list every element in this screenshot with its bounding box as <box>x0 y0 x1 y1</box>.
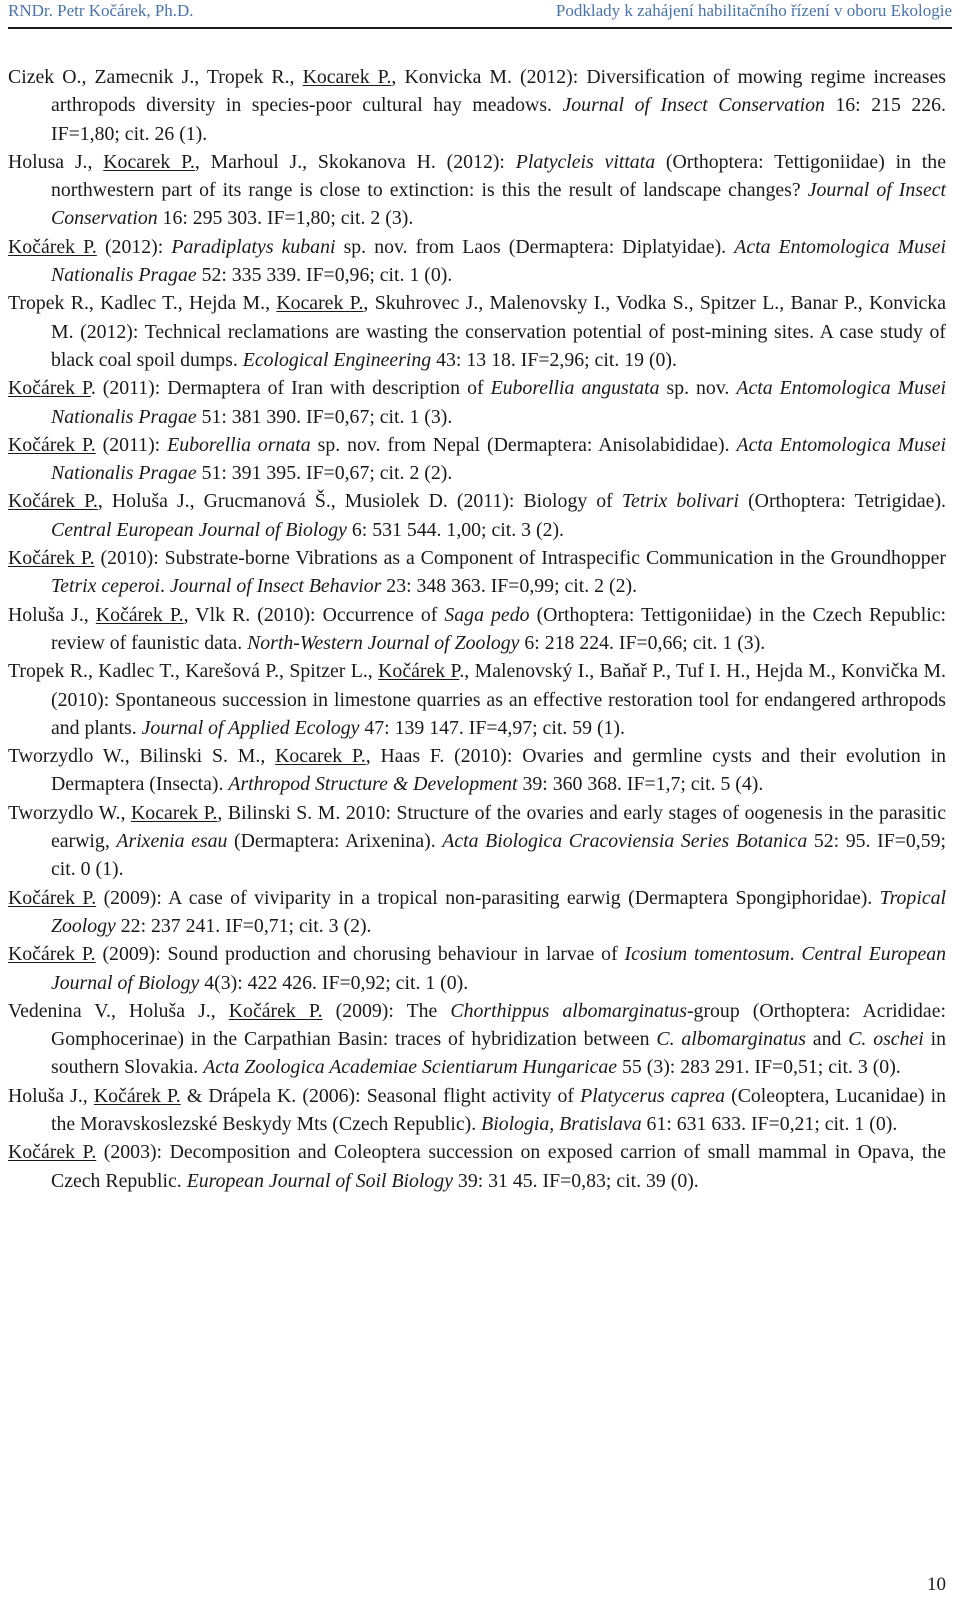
reference-italic-text: Euborellia angustata <box>490 377 660 400</box>
reference-text: (2009): The <box>322 999 451 1022</box>
reference-text: Holusa J., <box>8 150 104 173</box>
reference-text: . <box>789 943 802 966</box>
reference-author-highlight: Kočárek P. <box>8 235 97 258</box>
reference-author-highlight: Kocarek P. <box>275 745 366 768</box>
reference-text: Cizek O., Zamecnik J., Tropek R., <box>8 66 303 88</box>
reference-italic-text: Saga pedo <box>444 603 530 626</box>
reference-text: , Vlk R. (2010): Occurrence of <box>183 603 445 626</box>
reference-italic-text: Icosium tomentosum <box>624 943 790 966</box>
reference-text: 4(3): 422 426. IF=0,92; cit. 1 (0). <box>199 971 469 994</box>
reference-italic-text: Acta Biologica Cracoviensia Series Botanica <box>442 830 808 853</box>
reference-text: , Konvicka M. (2012): Diversification of mowing regime increases arthropods diversity in species-poor cultural hay meadows. <box>51 66 946 117</box>
reference-entry <box>8 148 946 233</box>
reference-text: , Bilinski S. M. 2010: Structure of the ovaries and early stages of oogenesis in the parasitic earwig, <box>51 801 946 853</box>
reference-author-highlight: Kočárek P. <box>8 886 97 909</box>
reference-italic-text: Chorthippus albomarginatus <box>450 999 687 1022</box>
reference-entry <box>8 742 946 799</box>
header-title: Podklady k zahájení habilitačního řízení v oboru Ekologie <box>555 1 952 20</box>
page-header <box>8 0 952 28</box>
reference-text: (2009): Sound production and chorusing behaviour in larvae of <box>95 943 625 966</box>
reference-entry <box>8 63 946 148</box>
reference-text: (Coleoptera, Lucanidae) in the Moravskoslezské Beskydy Mts (Czech Republic). <box>51 1084 946 1135</box>
reference-author-highlight: Kocarek P. <box>302 66 392 88</box>
reference-text: 6: 531 544. 1,00; cit. 3 (2). <box>346 518 564 541</box>
reference-italic-text: Journal of Insect Behavior <box>169 575 382 598</box>
reference-text: 43: 13 18. IF=2,96; cit. 19 (0). <box>431 348 677 371</box>
reference-italic-text: European Journal of Soil Biology <box>186 1169 453 1192</box>
reference-italic-text: Paradiplatys kubani <box>171 235 336 258</box>
header-author: RNDr. Petr Kočárek, Ph.D. <box>8 1 194 20</box>
reference-author-highlight: Kočárek P. <box>8 547 95 570</box>
reference-text: Tworzydlo W., Bilinski S. M., <box>8 745 276 768</box>
reference-text: 23: 348 363. IF=0,99; cit. 2 (2). <box>381 575 638 598</box>
reference-author-highlight: Kočárek P. <box>228 999 323 1022</box>
reference-italic-text: Platycerus caprea <box>580 1084 726 1107</box>
reference-text: , Marhoul J., Skokanova H. (2012): <box>194 150 516 173</box>
reference-entry <box>8 487 946 544</box>
reference-text: (Orthoptera: Tetrigidae). <box>739 490 946 513</box>
reference-text: (2009): A case of viviparity in a tropical non-parasiting earwig (Dermaptera Spongiphoridae). <box>96 886 880 909</box>
reference-entry <box>8 884 946 941</box>
reference-author-highlight: Kočárek P. <box>8 433 96 456</box>
reference-italic-text: Central European Journal of Biology <box>51 943 947 994</box>
reference-text: 6: 218 224. IF=0,66; cit. 1 (3). <box>519 631 766 654</box>
reference-italic-text: Journal of Insect Conservation <box>562 94 825 117</box>
reference-text: 52: 95. IF=0,59; cit. 0 (1). <box>51 830 946 881</box>
reference-italic-text: Euborellia ornata <box>167 433 311 456</box>
reference-text: ., Malenovský I., Baňař P., Tuf I. H., Hejda M., Konvička M. (2010): Spontaneous succession in limestone quarries as an effective restoration tool for endangered arthropods and plants. <box>51 660 946 739</box>
reference-italic-text: Tropical Zoology <box>51 886 946 937</box>
reference-entry <box>8 657 946 742</box>
reference-list <box>8 63 946 1195</box>
reference-italic-text: Central European Journal of Biology <box>51 518 347 541</box>
reference-italic-text: Platycleis vittata <box>515 150 656 173</box>
reference-text: in southern Slovakia. <box>51 1028 946 1079</box>
reference-italic-text: C. oschei <box>848 1028 924 1051</box>
reference-entry <box>8 1138 946 1195</box>
reference-text: 52: 335 339. IF=0,96; cit. 1 (0). <box>196 264 453 287</box>
reference-text: (2003): Decomposition and Coleoptera succession on exposed carrion of small mammal in Opava, the Czech Republic. <box>51 1141 946 1192</box>
reference-italic-text: C. albomarginatus <box>656 1028 806 1051</box>
reference-author-highlight: Kocarek P. <box>103 150 195 173</box>
reference-italic-text: Ecological Engineering <box>242 348 432 371</box>
reference-author-highlight: Kočárek P. <box>95 603 184 626</box>
reference-italic-text: Acta Entomologica Musei Nationalis Pragae <box>51 235 947 287</box>
reference-text: . <box>159 575 170 598</box>
reference-text: (Orthoptera: Tettigoniidae) in the Czech Republic: review of faunistic data. <box>51 603 946 654</box>
reference-text: , Holuša J., Grucmanová Š., Musiolek D. (2011): Biology of <box>97 490 622 513</box>
reference-author-highlight: Kocarek P. <box>276 292 364 315</box>
reference-text: (2012): <box>96 235 172 258</box>
reference-entry <box>8 1082 946 1139</box>
reference-text: & Drápela K. (2006): Seasonal flight activity of <box>180 1084 581 1107</box>
reference-italic-text: Arthropod Structure & Development <box>228 773 518 796</box>
reference-italic-text: North-Western Journal of Zoology <box>247 631 520 654</box>
reference-author-highlight: Kočárek P <box>378 660 460 683</box>
reference-text: , Haas F. (2010): Ovaries and germline cysts and their evolution in Dermaptera (Insecta). <box>51 745 946 796</box>
reference-text: (Orthoptera: Tettigoniidae) in the northwestern part of its range is close to extinction: is this the result of landscape changes? <box>51 150 946 202</box>
reference-text: sp. nov. <box>659 377 737 400</box>
reference-author-highlight: Kočárek P. <box>8 943 96 966</box>
reference-italic-text: Journal of Insect Conservation <box>51 179 947 230</box>
reference-text: sp. nov. from Nepal (Dermaptera: Anisolabididae). <box>310 433 737 456</box>
reference-text: (Dermaptera: Arixenina). <box>227 830 443 853</box>
reference-text: 39: 31 45. IF=0,83; cit. 39 (0). <box>452 1169 699 1192</box>
header-divider <box>8 27 952 29</box>
reference-author-highlight: Kočárek P. <box>8 490 98 513</box>
reference-text: and <box>805 1028 849 1051</box>
reference-italic-text: Biologia, Bratislava <box>481 1112 642 1135</box>
reference-text: Holuša J., <box>8 1084 94 1107</box>
reference-text: sp. nov. from Laos (Dermaptera: Diplatyidae). <box>335 235 735 258</box>
reference-text: 51: 381 390. IF=0,67; cit. 1 (3). <box>196 405 453 428</box>
reference-text: Tropek R., Kadlec T., Karešová P., Spitzer L., <box>8 660 379 683</box>
reference-entry <box>8 799 946 884</box>
reference-text: 55 (3): 283 291. IF=0,51; cit. 3 (0). <box>617 1056 901 1079</box>
reference-entry <box>8 289 946 374</box>
page-number: 10 <box>927 1574 946 1595</box>
reference-italic-text: Acta Entomologica Musei Nationalis Pragae <box>51 433 946 485</box>
reference-author-highlight: Kočárek P. <box>93 1084 181 1107</box>
reference-text: 51: 391 395. IF=0,67; cit. 2 (2). <box>196 462 453 485</box>
reference-italic-text: Journal of Applied Ecology <box>141 716 360 739</box>
reference-entry <box>8 233 946 290</box>
reference-italic-text: Acta Entomologica Musei Nationalis Pragae <box>51 377 946 428</box>
reference-author-highlight: Kočárek P. <box>8 1141 97 1164</box>
reference-italic-text: Tetrix ceperoi <box>51 575 160 598</box>
reference-text: (2011): <box>95 433 168 456</box>
reference-text: Tworzydlo W., <box>8 801 132 824</box>
reference-text: Vedenina V., Holuša J., <box>8 999 229 1022</box>
reference-entry <box>8 601 946 658</box>
reference-italic-text: Arixenia esau <box>116 830 228 853</box>
reference-text: . (2011): Dermaptera of Iran with description of <box>90 377 491 400</box>
reference-text: 22: 237 241. IF=0,71; cit. 3 (2). <box>115 914 372 937</box>
reference-entry <box>8 374 946 431</box>
reference-text: 39: 360 368. IF=1,7; cit. 5 (4). <box>517 773 764 796</box>
reference-italic-text: Tetrix bolivari <box>621 490 740 513</box>
reference-italic-text: Acta Zoologica Academiae Scientiarum Hungaricae <box>203 1056 618 1079</box>
reference-author-highlight: Kočárek P <box>8 377 91 400</box>
reference-text: 16: 295 303. IF=1,80; cit. 2 (3). <box>157 207 414 230</box>
reference-author-highlight: Kocarek P. <box>131 801 218 824</box>
reference-text: 16: 215 226. IF=1,80; cit. 26 (1). <box>51 94 947 145</box>
reference-text: 47: 139 147. IF=4,97; cit. 59 (1). <box>359 716 625 739</box>
reference-text: (2010): Substrate-borne Vibrations as a Component of Intraspecific Communication in the Groundhopper <box>94 547 946 570</box>
reference-text: Holuša J., <box>8 603 96 626</box>
reference-text: 61: 631 633. IF=0,21; cit. 1 (0). <box>641 1112 898 1135</box>
reference-text: -group (Orthoptera: Acrididae: Gomphocerinae) in the Carpathian Basin: traces of hybridization between <box>51 999 946 1051</box>
reference-entry <box>8 997 946 1082</box>
reference-entry <box>8 544 946 601</box>
reference-text: , Skuhrovec J., Malenovsky I., Vodka S., Spitzer L., Banar P., Konvicka M. (2012): Technical reclamations are wasting the conservation potential of post-mining sites. A case study of black coal spoil dumps. <box>51 292 946 371</box>
reference-text: Tropek R., Kadlec T., Hejda M., <box>8 292 277 315</box>
reference-entry <box>8 940 946 997</box>
reference-entry <box>8 431 946 488</box>
